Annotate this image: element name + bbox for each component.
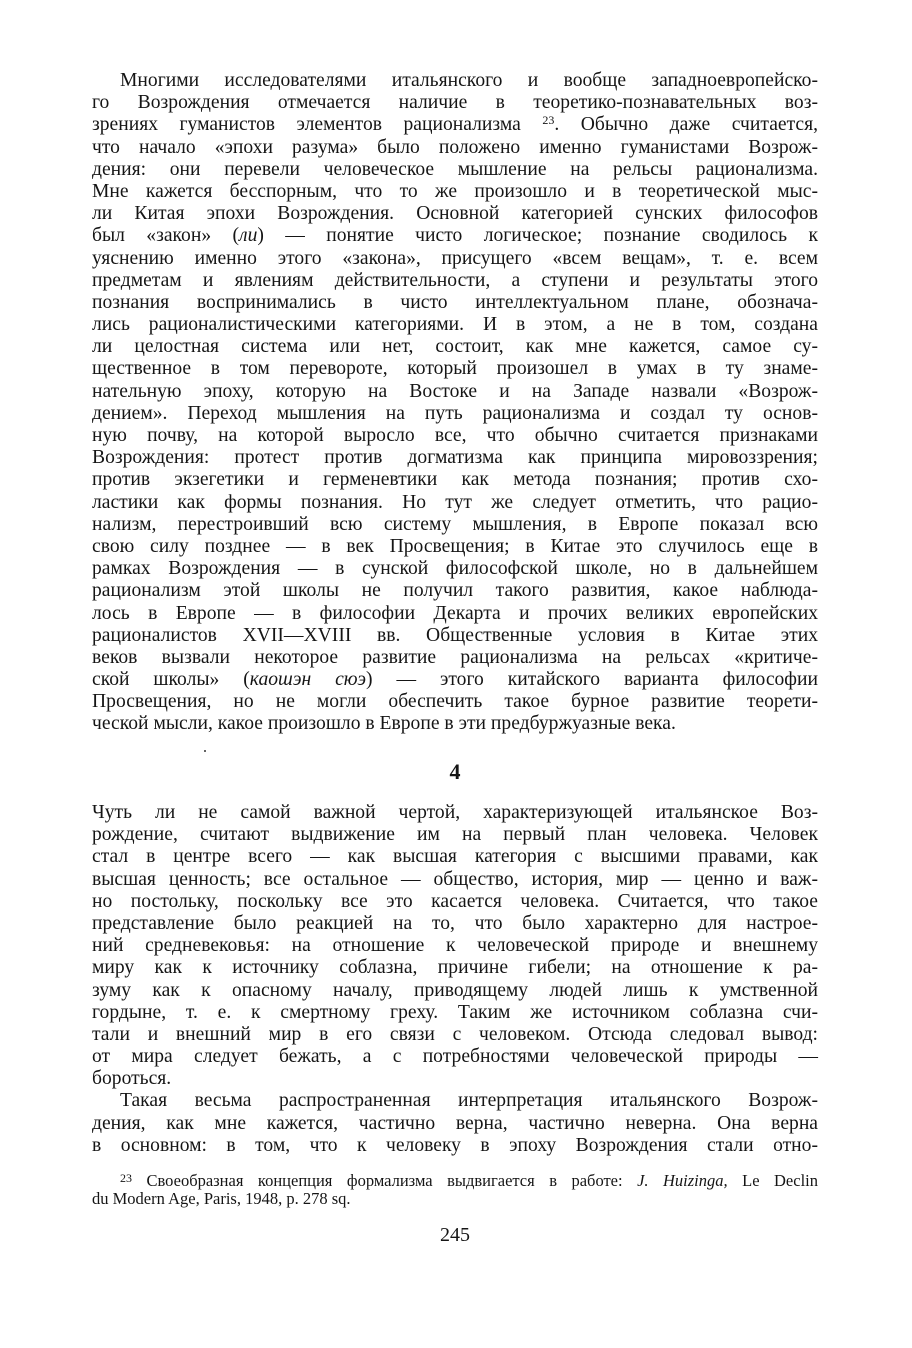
text-line: что начало «эпохи разума» было положено именно гуманистами Возрож- bbox=[92, 136, 818, 158]
text-line: в основном: в том, что к человеку в эпоху Возрождения стали отно- bbox=[92, 1134, 818, 1156]
text-line: Просвещения, но не могли обеспечить такое бурное развитие теорети- bbox=[92, 691, 818, 713]
text-line: гордыне, т. е. к смертному греху. Таким же источником соблазна счи- bbox=[92, 1001, 818, 1023]
text-line: ческой мысли, какое произошло в Европе в эти предбуржуазные века. bbox=[92, 713, 676, 735]
text-line: свою силу позднее — в век Просвещения; в Китае это случилось еще в bbox=[92, 535, 818, 557]
text-line: Чуть ли не самой важной чертой, характеризующей итальянское Воз- bbox=[92, 802, 818, 823]
footnote-line: du Modern Age, Paris, 1948, p. 278 sq. bbox=[92, 1189, 351, 1208]
text-line: Возрождения: протест против догматизма как принципа мировоззрения; bbox=[92, 447, 818, 469]
text-line: миру как к источнику соблазна, причине гибели; на отношение к ра- bbox=[92, 957, 818, 979]
text-line: ластики как формы познания. Но тут же следует отметить, что рацио- bbox=[92, 491, 818, 513]
text-segment: Le Declin bbox=[742, 1171, 818, 1190]
text-line: рождение, считают выдвижение им на первый план человека. Человек bbox=[92, 824, 818, 846]
text-line: Многими исследователями итальянского и вообще западноевропейско- bbox=[120, 70, 818, 91]
text-line: от мира следует бежать, а с потребностями человеческой природы — bbox=[92, 1046, 818, 1068]
italic-term: каошэн сюэ bbox=[249, 669, 366, 691]
text-line: Такая весьма распространенная интерпретация итальянского Возрож- bbox=[120, 1090, 818, 1112]
text-line: нализм, перестроивший всю систему мышления, в Европе показал всю bbox=[92, 513, 818, 535]
text-segment: — понятие чисто логическое; познание сводилось к bbox=[285, 225, 818, 247]
text-line: Мне кажется бесспорным, что то же произошло и в теоретической мыс- bbox=[92, 180, 818, 202]
text-line: дением». Переход мышления на путь рационализма и создал ту основ- bbox=[92, 402, 818, 424]
text-line bbox=[92, 114, 818, 136]
text-line: рационализм этой школы не получил такого развития, какое наблюда- bbox=[92, 580, 818, 602]
italic-term: ли bbox=[239, 225, 258, 247]
text-line: щественное в том перевороте, который произошел в умах в ту знаме- bbox=[92, 358, 818, 380]
text-segment: ской школы» bbox=[92, 669, 220, 691]
text-line: дения, как мне кажется, частично верна, частично неверна. Она верна bbox=[92, 1112, 818, 1134]
text-line: предметам и явлениям действительности, а ступени и результаты этого bbox=[92, 269, 818, 291]
text-line: бороться. bbox=[92, 1068, 172, 1090]
text-line: ли целостная система или нет, состоит, как мне кажется, самое су- bbox=[92, 336, 818, 358]
text-line: нательную эпоху, которую на Востоке и на Западе назвали «Возрож- bbox=[92, 380, 818, 402]
text-segment: зрениях гуманистов элементов рационализма bbox=[92, 114, 521, 136]
text-line: был «закон» (ли) — понятие чисто логическое; познание сводилось к bbox=[92, 225, 818, 247]
text-segment: был «закон» bbox=[92, 225, 212, 247]
text-line: рамках Возрождения — в сунской философской школе, но в дальнейшем bbox=[92, 558, 818, 580]
text-line: высшая ценность; все остальное — общество, история, мир — ценно и важ- bbox=[92, 868, 818, 890]
footnote-author: J. Huizinga, bbox=[637, 1171, 728, 1190]
text-line: ской школы» (каошэн сюэ) — этого китайского варианта философии bbox=[92, 669, 818, 691]
text-line: тали и внешний мир в его связи с человеком. Отсюда следовал вывод: bbox=[92, 1023, 818, 1045]
page-number: 245 bbox=[440, 1224, 470, 1246]
text-line: рационалистов XVII—XVIII вв. Общественные условия в Китае этих bbox=[92, 624, 818, 646]
section-number: 4 bbox=[449, 759, 461, 784]
footnote-number: 23 bbox=[120, 1171, 132, 1185]
text-segment: — этого китайского варианта философии bbox=[396, 669, 818, 691]
text-line: го Возрождения отмечается наличие в теоретико-познавательных воз- bbox=[92, 92, 818, 114]
paragraph-rationalism bbox=[92, 70, 818, 736]
text-line: ний средневековья: на отношение к человеческой природе и внешнему bbox=[92, 935, 818, 957]
text-line: уяснению именно этого «закона», присущего «всем вещам», т. е. всем bbox=[92, 247, 818, 269]
text-line: зуму как к опасному началу, приводящему людей лишь к умственной bbox=[92, 979, 818, 1001]
print-speck bbox=[204, 750, 206, 752]
footnote-line bbox=[92, 1172, 818, 1190]
text-line: ную почву, на которой выросло все, что обычно считается признаками bbox=[92, 425, 818, 446]
text-line: ли Китая эпохи Возрождения. Основной категорией сунских философов bbox=[92, 203, 818, 225]
footnote bbox=[92, 1172, 818, 1208]
text-line: представление было реакцией на то, что было характерно для настрое- bbox=[92, 912, 818, 934]
footnote-reference: 23 bbox=[542, 113, 555, 128]
text-segment: Своеобразная концепция формализма выдвигается в работе: bbox=[146, 1171, 623, 1190]
book-page bbox=[92, 70, 818, 1246]
text-line: но постольку, поскольку все это касается человека. Считается, что такое bbox=[92, 890, 818, 912]
text-line: дения: они перевели человеческое мышление на рельсы рационализма. bbox=[92, 158, 818, 180]
text-line: познания воспринимались в чисто интеллектуальном плане, обознача- bbox=[92, 291, 818, 313]
text-line: стал в центре всего — как высшая категория с высшими правами, как bbox=[92, 846, 818, 868]
text-line: против экзегетики и герменевтики как метода познания; против схо- bbox=[92, 469, 818, 491]
text-line: лись рационалистическими категориями. И в этом, а не в том, создана bbox=[92, 314, 818, 336]
text-segment: . Обычно даже считается, bbox=[554, 114, 818, 136]
text-line: веков вызвали некоторое развитие рационализма на рельсах «критиче- bbox=[92, 646, 818, 668]
text-line: лось в Европе — в философии Декарта и прочих великих европейских bbox=[92, 602, 818, 624]
paragraph-humanism bbox=[92, 802, 818, 1157]
